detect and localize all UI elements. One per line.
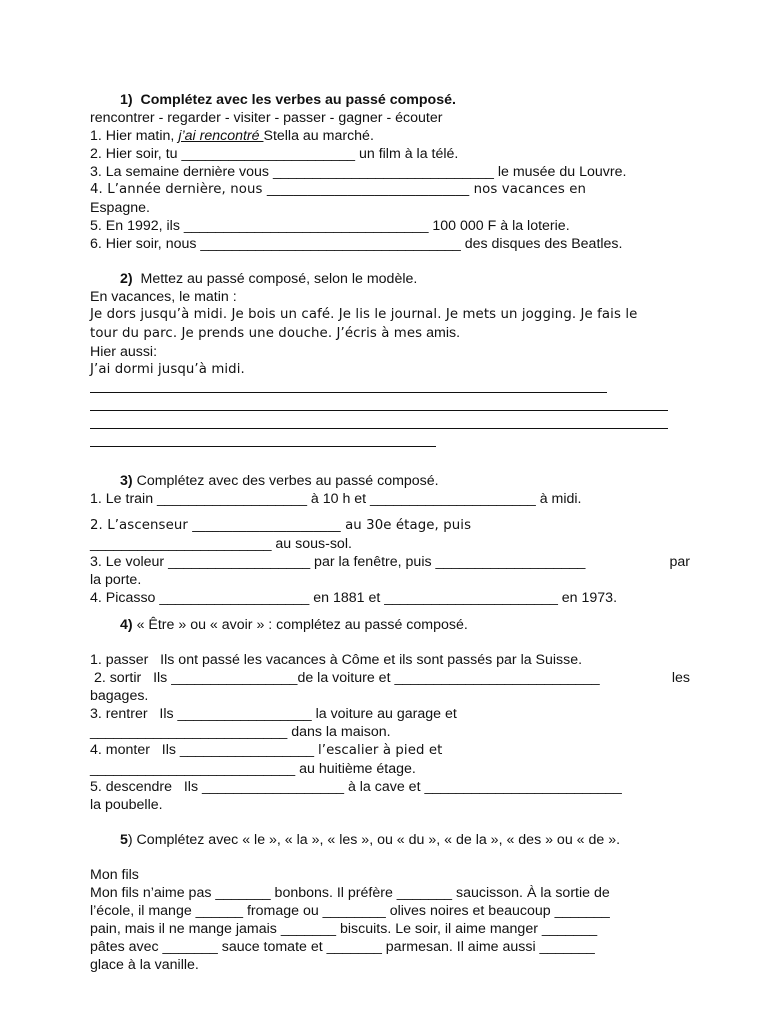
ex2-title xyxy=(90,270,690,288)
ex3-line-3a-main: 3. Le voleur __________________ par la fenêtre, puis ___________________ xyxy=(90,554,586,570)
ex1-title: 1) Complétez avec les verbes au passé composé. xyxy=(120,92,456,108)
ex5-number: 5 xyxy=(120,832,128,848)
ex4-line-5b: la poubelle. xyxy=(90,797,163,813)
spacer xyxy=(90,849,690,866)
answer-line xyxy=(90,433,690,451)
ex5-title xyxy=(90,831,690,849)
ex3-line-3a-end: par xyxy=(669,554,690,570)
ex5-line-5: glace à la vanille. xyxy=(90,957,199,973)
ex2-text-b xyxy=(90,324,690,343)
ex3-line-4: 4. Picasso ___________________ en 1881 et ______________________ en 1973. xyxy=(90,590,618,606)
answer-line xyxy=(90,397,690,415)
ex5-line-3-post: biscuits. Le soir, il aime manger _______ xyxy=(340,921,598,937)
spacer xyxy=(90,451,690,472)
ex4-line-2a xyxy=(90,669,690,687)
ex4-line-2a-main: 2. sortir Ils ________________de la voiture et __________________________ xyxy=(90,670,600,686)
ex4-number: 4) xyxy=(120,617,133,633)
spacer xyxy=(90,253,690,270)
ex1-line-4b: Espagne. xyxy=(90,200,150,216)
ex4-line-5a: 5. descendre Ils __________________ à la cave et _________________________ xyxy=(90,779,622,795)
ex2-title-text: Mettez au passé composé, selon le modèle. xyxy=(132,271,418,287)
ex3-line-2b: _______________________ au sous-sol. xyxy=(90,536,352,552)
ex5-line-2: l’école, il mange ______ fromage ou ________ olives noires et beaucoup _______ xyxy=(90,903,610,919)
ex4-line-2b: bagages. xyxy=(90,688,149,704)
spacer xyxy=(90,607,690,616)
ex3-title xyxy=(90,472,690,490)
spacer xyxy=(90,508,690,517)
ex5-line-3-pre: pain, mais il ne mange jamais _______ xyxy=(90,921,341,937)
ex2-aussi: Hier aussi: xyxy=(90,344,158,360)
ex4-title xyxy=(90,616,690,634)
ex3-line-2a: 2. L’ascenseur ______________________ au 30e étage, puis xyxy=(90,518,472,533)
ex2-example: J’ai dormi jusqu’à midi. xyxy=(90,362,245,377)
ex2-intro: En vacances, le matin : xyxy=(90,289,237,305)
ex2-text-b-main: tour du parc. Je prends une douche. J’écris à mes xyxy=(90,326,423,341)
ex3-line-1: 1. Le train ___________________ à 10 h et _____________________ à midi. xyxy=(90,491,582,507)
spacer xyxy=(90,634,690,651)
ex1-line-2: 2. Hier soir, tu ______________________ un film à la télé. xyxy=(90,146,459,162)
ex5-heading: Mon fils xyxy=(90,867,139,883)
ex5-line-1: Mon fils n’aime pas _______ bonbons. Il préfère _______ saucisson. À la sortie de xyxy=(90,885,610,901)
ex4-line-4a-pre: 4. monter Ils _________________ xyxy=(90,742,318,758)
ex4-line-4a xyxy=(90,741,690,760)
ex4-line-4a-post: l’escalier à pied et xyxy=(317,743,443,758)
ex1-line-5: 5. En 1992, ils _______________________________ 100 000 F à la loterie. xyxy=(90,218,570,234)
ex5-title-text: ) Complétez avec « le », « la », « les », ou « du », « de la », « des » ou « de ». xyxy=(127,832,621,848)
ex4-line-4b: __________________________ au huitième étage. xyxy=(90,761,416,777)
ex1-example-answer: j’ai rencontré xyxy=(178,128,264,144)
worksheet xyxy=(90,91,690,974)
ex2-number: 2) xyxy=(120,271,133,287)
ex1-line-1-post: Stella au marché. xyxy=(263,128,374,144)
spacer xyxy=(90,814,690,831)
ex1-line-1 xyxy=(90,127,690,145)
ex3-number: 3) xyxy=(120,473,133,489)
ex5-line-3 xyxy=(90,920,690,938)
ex4-line-1: 1. passer Ils ont passé les vacances à Côme et ils sont passés par la Suisse. xyxy=(90,652,583,668)
ex5-line-4: pâtes avec _______ sauce tomate et _______ parmesan. Il aime aussi _______ xyxy=(90,939,595,955)
ex2-text-a: Je dors jusqu’à midi. Je bois un café. Je lis le journal. Je mets un jogging. Je fais le xyxy=(90,307,638,322)
ex1-verbs: rencontrer - regarder - visiter - passer - gagner - écouter xyxy=(90,110,443,126)
ex4-line-2a-end: les xyxy=(671,670,690,686)
ex4-line-3a: 3. rentrer Ils _________________ la voiture au garage et xyxy=(90,706,457,722)
answer-line xyxy=(90,415,690,433)
ex3-line-3b: la porte. xyxy=(90,572,142,588)
ex3-line-3a xyxy=(90,553,690,571)
ex2-text-b-end: amis. xyxy=(422,325,461,341)
ex1-line-1-pre: 1. Hier matin, xyxy=(90,128,179,144)
answer-line xyxy=(90,379,690,397)
ex1-line-4a: 4. L’année dernière, nous ______________________________ nos vacances en xyxy=(90,182,587,197)
ex4-line-3b: _________________________ dans la maison. xyxy=(90,724,391,740)
ex4-title-text: « Être » ou « avoir » : complétez au passé composé. xyxy=(132,617,468,633)
ex1-line-6: 6. Hier soir, nous _________________________________ des disques des Beatles. xyxy=(90,236,623,252)
ex3-title-text: Complétez avec des verbes au passé composé. xyxy=(132,473,439,489)
ex1-line-3: 3. La semaine dernière vous ____________________________ le musée du Louvre. xyxy=(90,164,627,180)
